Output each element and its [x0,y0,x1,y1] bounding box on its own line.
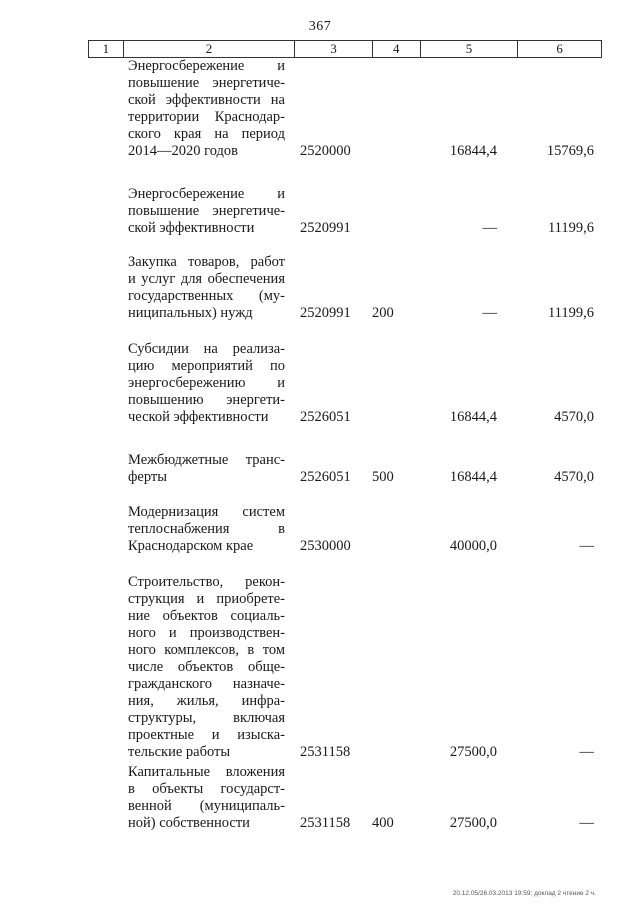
description-line: ской эффективности [128,220,255,236]
description-line: Закупка товаров, работ [128,254,285,270]
column-header-5: 5 [421,41,519,57]
row-value-2014: — [579,815,594,831]
description-line: территории Краснодар- [128,109,285,125]
description-line: ческой эффективности [128,409,269,425]
description-line: Энергосбережение и [128,58,285,74]
column-header-1: 1 [89,41,124,57]
description-line: ние объектов социаль- [128,608,285,624]
column-header-6: 6 [556,41,563,56]
row-value-2013: 27500,0 [449,744,497,760]
description-line: ской эффективности на [128,92,285,108]
row-value-2014: 11199,6 [547,305,594,321]
description-line: цию мероприятий по [128,358,285,374]
row-value-2014: — [579,538,594,554]
row-description [128,574,285,761]
row-value-2013: 40000,0 [449,538,497,554]
row-value-2013: 27500,0 [449,815,497,831]
column-header-3: 3 [295,41,373,57]
description-line: ния, жилья, инфра- [128,693,285,709]
row-value-2013: 16844,4 [449,469,497,485]
row-description [128,186,285,237]
row-code: 2531158 [300,815,351,831]
row-value-2014: 15769,6 [546,143,594,159]
description-line: и услуг для обеспечения [128,271,285,287]
description-line: 2014—2020 годов [128,143,239,159]
description-line: Модернизация систем [128,504,285,520]
row-code: 2520000 [300,143,351,159]
description-line: повышению энергети- [128,392,285,408]
row-code: 2526051 [300,409,351,425]
description-line: ного комплексов, в том [128,642,285,658]
description-line: ского края на период [128,126,285,142]
row-code: 2520991 [300,220,351,236]
column-header-2: 2 [124,41,295,57]
description-line: повышение энергетиче- [128,75,285,91]
description-line: в объекты государст- [128,781,285,797]
row-value-2014: 4570,0 [554,409,594,425]
row-value-2013: 16844,4 [449,143,497,159]
description-line: Капитальные вложения [128,764,285,780]
column-header-4: 4 [373,41,421,57]
description-line: ного и производствен- [128,625,285,641]
description-line: Межбюджетные транс- [128,452,285,468]
row-value-2013: — [482,305,497,321]
row-code: 2531158 [300,744,351,760]
description-line: венной (муниципаль- [128,798,285,814]
row-expense-type: 500 [372,469,394,485]
row-value-2014: 11199,6 [547,220,594,236]
description-line: энергосбережению и [128,375,285,391]
description-line: гражданского назначе- [128,676,285,692]
row-code: 2520991 [300,305,351,321]
description-line: тельские работы [128,744,231,760]
row-value-2013: — [482,220,497,236]
row-value-2013: 16844,4 [449,409,497,425]
column-header-row [88,40,602,58]
description-line: Краснодарском крае [128,538,254,554]
row-code: 2530000 [300,538,351,554]
page-number: 367 [308,19,332,34]
description-line: проектные и изыска- [128,727,285,743]
row-description [128,452,285,486]
description-line: Строительство, рекон- [128,574,285,590]
row-description [128,764,285,832]
row-expense-type: 400 [372,815,394,831]
description-line: теплоснабжения в [128,521,285,537]
row-expense-type: 200 [372,305,394,321]
row-description [128,341,285,426]
description-line: ной) собственности [128,815,250,831]
description-line: числе объектов обще- [128,659,285,675]
row-code: 2526051 [300,469,351,485]
footer-stamp: 20.12.05/26.03.2013 19:59; доклад 2 чтение 2 ч. [452,890,596,897]
description-line: государственных (му- [128,288,285,304]
description-line: Энергосбережение и [128,186,285,202]
row-value-2014: 4570,0 [554,469,594,485]
description-line: структуры, включая [128,710,285,726]
description-line: ферты [128,469,167,485]
row-description [128,254,285,322]
description-line: повышение энергетиче- [128,203,285,219]
description-line: ниципальных) нужд [128,305,253,321]
description-line: Субсидии на реализа- [128,341,285,357]
row-value-2014: — [579,744,594,760]
row-description [128,504,285,555]
row-description [128,58,285,160]
description-line: струкция и приобрете- [128,591,285,607]
